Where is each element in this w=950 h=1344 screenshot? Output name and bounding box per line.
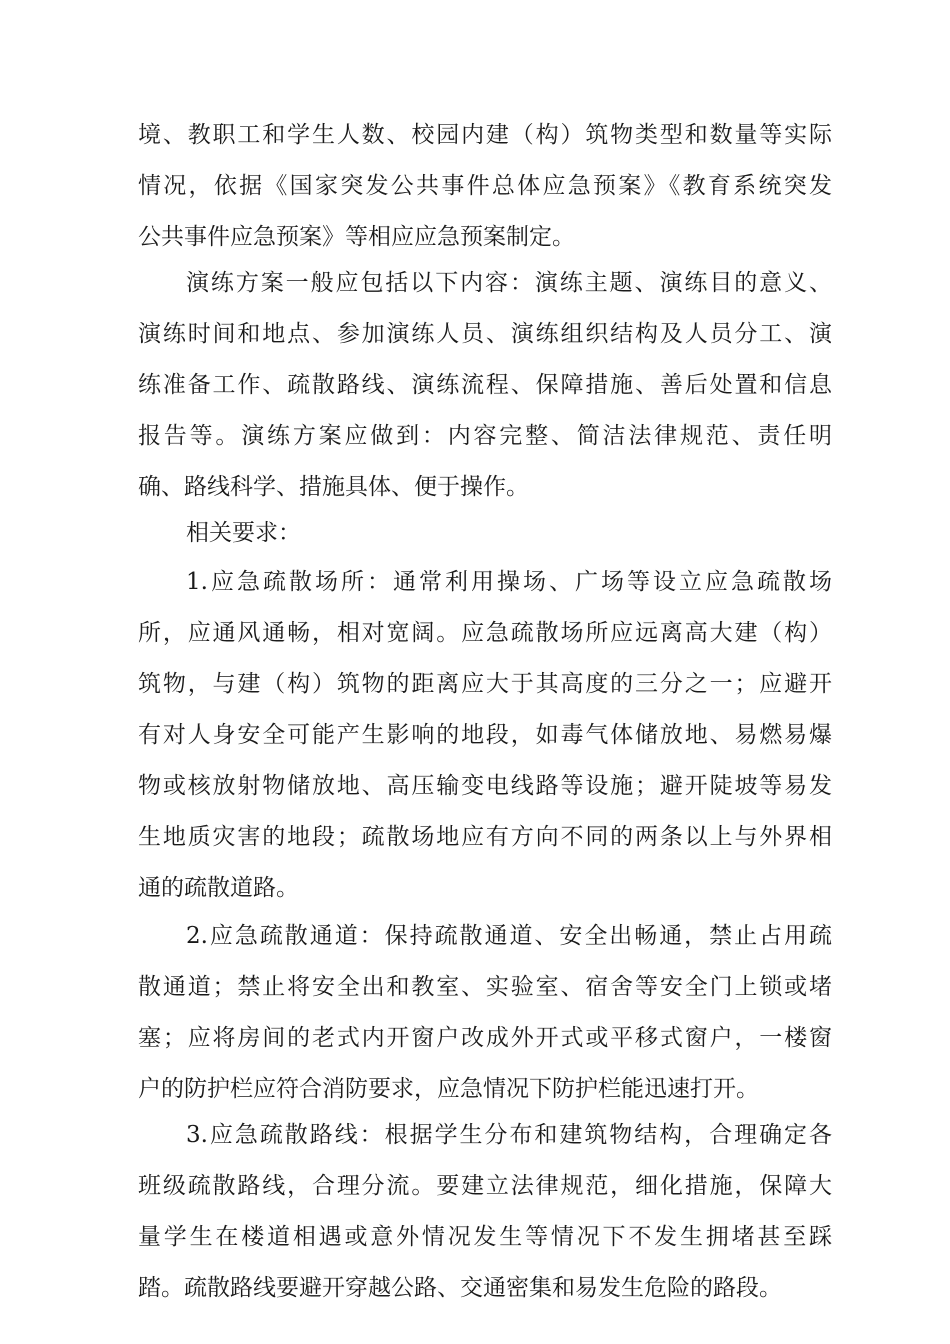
text-line: 报告等。演练方案应做到：内容完整、简洁法律规范、责任明 <box>138 423 832 449</box>
text-line: 生地质灾害的地段；疏散场地应有方向不同的两条以上与外界相 <box>138 824 832 850</box>
paragraph-item-3 <box>138 1110 832 1314</box>
text-line: 筑物，与建（构）筑物的距离应大于其高度的三分之一；应避开 <box>138 671 832 697</box>
text-line: 有对人身安全可能产生影响的地段，如毒气体储放地、易燃易爆 <box>138 722 832 748</box>
text-line: 3.应急疏散路线：根据学生分布和建筑物结构，合理确定各 <box>186 1122 832 1148</box>
text-line: 相关要求： <box>186 520 301 546</box>
text-line: 公共事件应急预案》等相应应急预案制定。 <box>138 224 575 250</box>
text-line: 情况，依据《国家突发公共事件总体应急预案》《教育系统突发 <box>138 173 832 199</box>
text-line: 班级疏散路线，合理分流。要建立法律规范，细化措施，保障大 <box>138 1173 832 1199</box>
paragraph-drill-plan <box>138 258 832 513</box>
text-line: 通的疏散道路。 <box>138 875 299 901</box>
text-line: 演练时间和地点、参加演练人员、演练组织结构及人员分工、演 <box>138 321 832 347</box>
text-line: 散通道；禁止将安全出和教室、实验室、宿舍等安全门上锁或堵 <box>138 974 832 1000</box>
text-line: 1.应急疏散场所：通常利用操场、广场等设立应急疏散场 <box>186 569 832 595</box>
text-line: 所，应通风通畅，相对宽阔。应急疏散场所应远离高大建（构） <box>138 620 832 646</box>
text-line: 演练方案一般应包括以下内容：演练主题、演练目的意义、 <box>186 270 832 296</box>
text-line: 2.应急疏散通道：保持疏散通道、安全出畅通，禁止占用疏 <box>186 923 832 949</box>
paragraph-continuation <box>138 110 832 263</box>
paragraph-item-1 <box>138 557 832 914</box>
text-line: 塞；应将房间的老式内开窗户改成外开式或平移式窗户，一楼窗 <box>138 1025 832 1051</box>
text-line: 境、教职工和学生人数、校园内建（构）筑物类型和数量等实际 <box>138 122 832 148</box>
text-line: 户的防护栏应符合消防要求，应急情况下防护栏能迅速打开。 <box>138 1076 759 1102</box>
text-line: 物或核放射物储放地、高压输变电线路等设施；避开陡坡等易发 <box>138 773 832 799</box>
text-line: 踏。疏散路线要避开穿越公路、交通密集和易发生危险的路段。 <box>138 1275 782 1301</box>
text-line: 练准备工作、疏散路线、演练流程、保障措施、善后处置和信息 <box>138 372 832 398</box>
paragraph-requirements-heading <box>138 508 832 559</box>
text-line: 量学生在楼道相遇或意外情况发生等情况下不发生拥堵甚至踩 <box>138 1224 832 1250</box>
paragraph-item-2 <box>138 911 832 1115</box>
text-line: 确、路线科学、措施具体、便于操作。 <box>138 474 529 500</box>
